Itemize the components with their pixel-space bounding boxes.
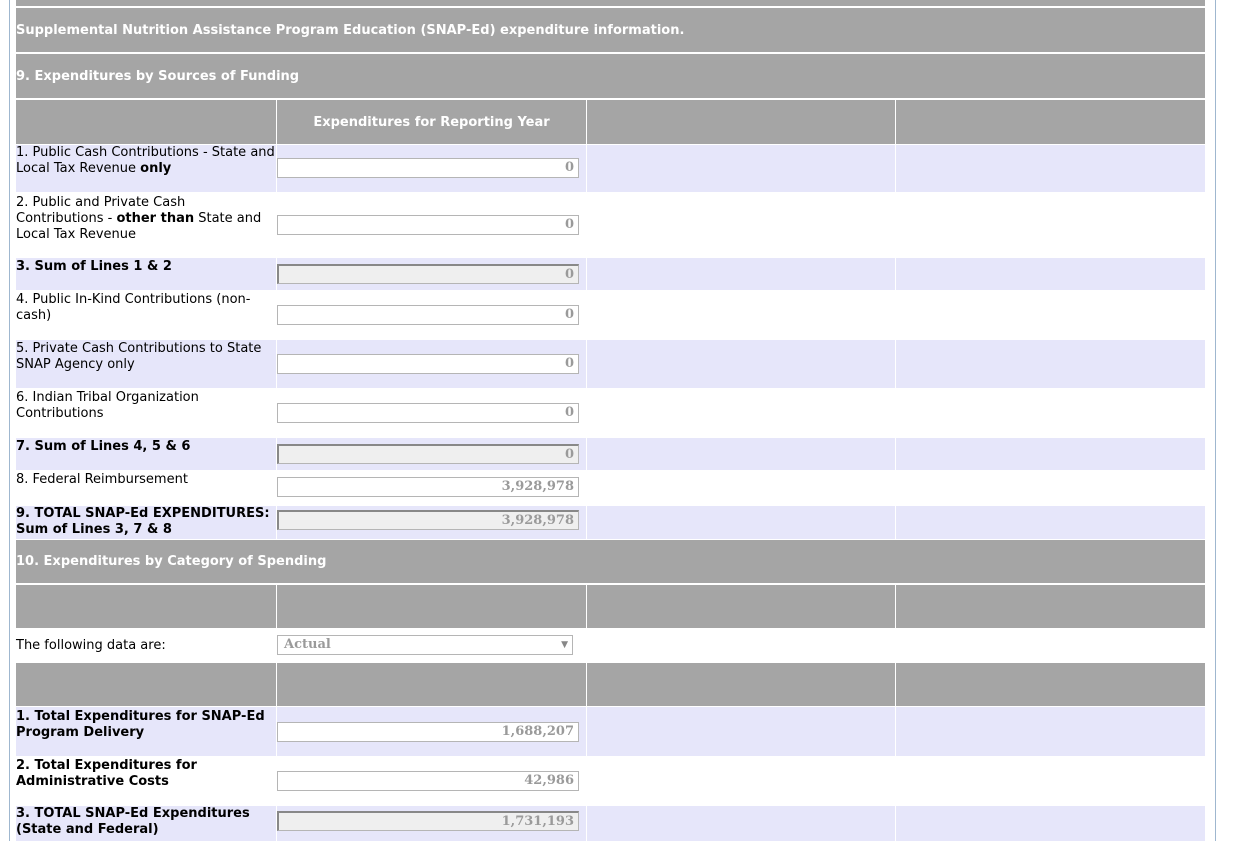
header-cell-expenditures: Expenditures for Reporting Year [276, 100, 586, 144]
frame-border-left [9, 0, 10, 841]
table-row [16, 506, 1205, 539]
row-label: 2. Total Expenditures for Administrative Costs [16, 758, 197, 789]
sum-lines-1-2-field: 0 [277, 264, 579, 284]
data-type-row [16, 628, 1205, 662]
table-row [16, 145, 1205, 192]
indian-tribal-org-input[interactable]: 0 [277, 403, 579, 423]
federal-reimbursement-input[interactable]: 3,928,978 [277, 477, 579, 497]
row-label: 1. Total Expenditures for SNAP-Ed Program Delivery [16, 709, 265, 740]
header-cell-label [16, 100, 276, 144]
public-private-cash-other-input[interactable]: 0 [277, 215, 579, 235]
section10-subheader [16, 663, 1205, 706]
row-label: 9. TOTAL SNAP-Ed EXPENDITURES: Sum of Lines 3, 7 & 8 [16, 506, 270, 537]
top-strip [16, 0, 1205, 6]
header-cell-blank-1 [586, 100, 895, 144]
administrative-costs-input[interactable]: 42,986 [277, 771, 579, 791]
table-row [16, 290, 1205, 340]
data-type-label: The following data are: [16, 638, 166, 653]
row-label: 3. TOTAL SNAP-Ed Expenditures (State and Federal) [16, 806, 250, 837]
program-delivery-input[interactable]: 1,688,207 [277, 722, 579, 742]
section9-band [16, 54, 1205, 98]
public-in-kind-input[interactable]: 0 [277, 305, 579, 325]
row-label: 4. Public In-Kind Contributions (non-cash) [16, 292, 251, 323]
table-row [16, 756, 1205, 806]
section10-column-header [16, 585, 1205, 628]
intro-band [16, 8, 1205, 52]
table-row [16, 470, 1205, 506]
private-cash-snap-agency-input[interactable]: 0 [277, 354, 579, 374]
row-label: 8. Federal Reimbursement [16, 472, 188, 487]
data-type-select[interactable] [277, 635, 573, 655]
frame-border-right [1215, 0, 1216, 841]
sum-lines-4-5-6-field: 0 [277, 444, 579, 464]
row-label: 5. Private Cash Contributions to State SNAP Agency only [16, 341, 262, 372]
total-state-federal-field: 1,731,193 [277, 811, 579, 831]
intro-title: Supplemental Nutrition Assistance Program Education (SNAP-Ed) expenditure information. [16, 22, 685, 38]
table-row [16, 258, 1205, 290]
section9-column-header [16, 100, 1205, 144]
row-label: 3. Sum of Lines 1 & 2 [16, 259, 172, 274]
table-row [16, 806, 1205, 841]
table-row [16, 340, 1205, 388]
data-type-value: Actual [284, 637, 331, 652]
row-label: 7. Sum of Lines 4, 5 & 6 [16, 439, 191, 454]
section9-title: 9. Expenditures by Sources of Funding [16, 68, 300, 84]
row-label: 6. Indian Tribal Organization Contributions [16, 390, 199, 421]
table-row [16, 388, 1205, 438]
table-row [16, 192, 1205, 258]
header-cell-blank-2 [895, 100, 1205, 144]
total-snap-ed-expenditures-field: 3,928,978 [277, 510, 579, 530]
public-cash-state-local-input[interactable]: 0 [277, 158, 579, 178]
row-label: 1. Public Cash Contributions - State and Local Tax Revenue only [16, 145, 275, 176]
row-label: 2. Public and Private Cash Contributions - other than State and Local Tax Revenue [16, 195, 262, 242]
table-row [16, 707, 1205, 756]
section10-title: 10. Expenditures by Category of Spending [16, 554, 327, 569]
table-row [16, 438, 1205, 470]
section10-band [16, 540, 1205, 583]
chevron-down-icon: ▼ [561, 640, 568, 650]
